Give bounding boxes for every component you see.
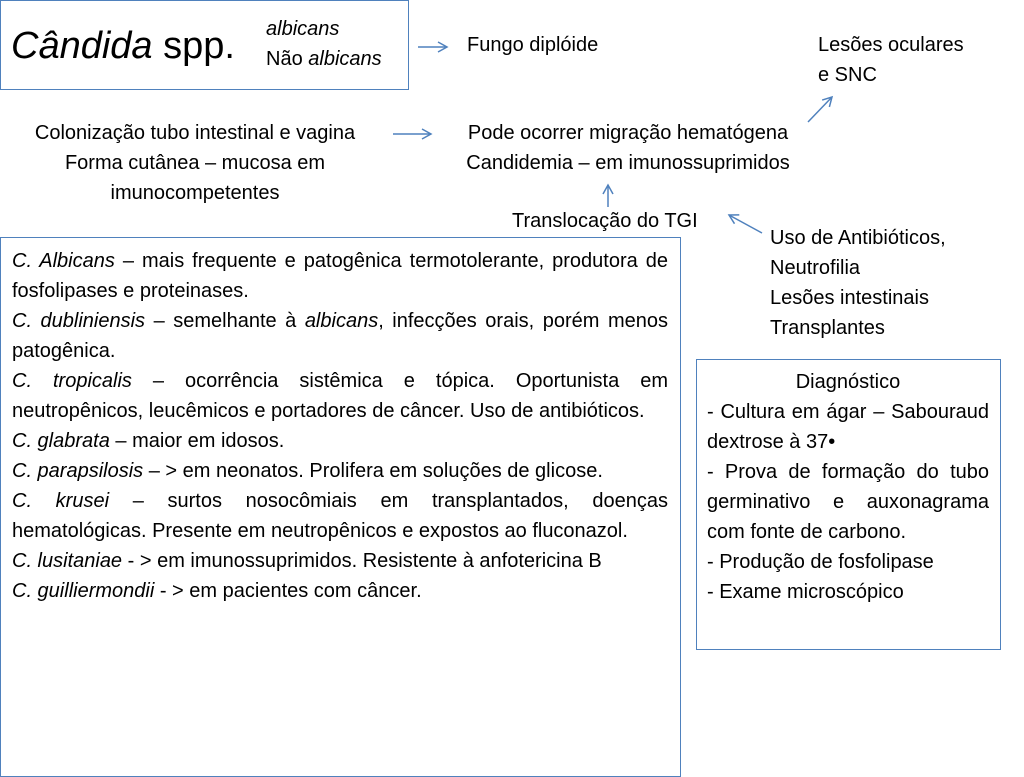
colonizacao-line2: Forma cutânea – mucosa em — [64, 152, 326, 174]
diagnostico-box — [696, 359, 1001, 650]
species-item: C. Albicans – mais frequente e patogênica termotolerante, produtora de fosfolipases e proteinases. — [12, 250, 669, 302]
species-item: C. guilliermondii - > em pacientes com câncer. — [12, 580, 422, 602]
diagnostico-title: Diagnóstico — [795, 371, 901, 393]
species-item: C. krusei – surtos nosocômiais em transplantados, doenças hematológicas. Presente em neutropênicos e expostos ao fluconazol. — [12, 490, 668, 542]
arrow-fatores-to-translocacao — [729, 215, 762, 233]
diagnostico-item: - Exame microscópico — [707, 581, 904, 603]
migracao-line1: Pode ocorrer migração hematógena — [467, 122, 789, 144]
species-item: C. tropicalis – ocorrência sistêmica e tópica. Oportunista em neutropênicos, leucêmicos e portadores de câncer. Uso de antibióticos. — [12, 370, 668, 422]
diagnostico-item: - Prova de formação do tubo germinativo e auxonagrama com fonte de carbono. — [707, 461, 989, 543]
genus-suffix: spp. — [163, 25, 235, 67]
subtype-nao-albicans: Não albicans — [266, 48, 382, 70]
species-item: C. dubliniensis – semelhante à albicans, infecções orais, porém menos patogênica. — [12, 310, 668, 362]
species-item: C. parapsilosis – > em neonatos. Prolifera em soluções de glicose. — [12, 460, 603, 482]
fator-item: Uso de Antibióticos, — [770, 227, 946, 249]
fungo-label: Fungo diplóide — [467, 34, 599, 56]
migracao-text — [428, 118, 828, 178]
diagnostico-list — [707, 397, 989, 607]
species-list — [12, 246, 668, 606]
fator-item: Lesões intestinais — [770, 287, 929, 309]
colonizacao-line3: imunocompetentes — [110, 182, 280, 204]
species-item: C. glabrata – maior em idosos. — [12, 430, 285, 452]
diagnostico-item: - Produção de fosfolipase — [707, 551, 934, 573]
fatores-list — [770, 223, 946, 343]
fator-item: Transplantes — [770, 317, 885, 339]
species-item: C. lusitaniae - > em imunossuprimidos. Resistente à anfotericina B — [12, 550, 602, 572]
migracao-line2: Candidemia – em imunossuprimidos — [466, 152, 790, 174]
species-box — [0, 237, 681, 777]
subtype-albicans: albicans — [266, 18, 340, 40]
lesoes-line2: e SNC — [818, 64, 877, 86]
lesoes-text — [818, 30, 964, 90]
genus-name: Cândida — [11, 25, 153, 67]
colonizacao-text — [4, 118, 386, 208]
colonizacao-line1: Colonização tubo intestinal e vagina — [34, 122, 356, 144]
translocacao-label: Translocação do TGI — [512, 210, 698, 232]
fator-item: Neutrofilia — [770, 257, 861, 279]
diagnostico-item: - Cultura em ágar – Sabouraud dextrose à 37• — [707, 401, 989, 453]
lesoes-line1: Lesões oculares — [818, 34, 964, 56]
